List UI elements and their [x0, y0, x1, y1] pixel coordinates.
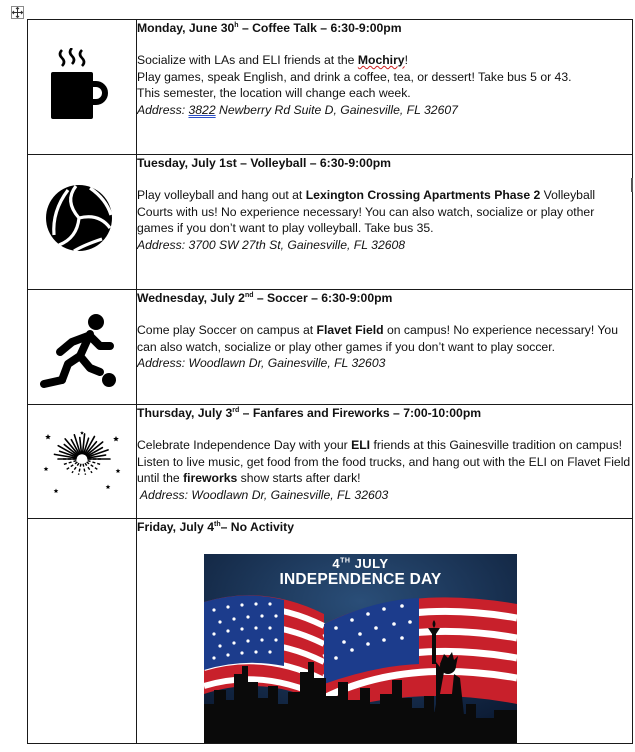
- firework-ray: [88, 461, 101, 465]
- firework-ray: [79, 464, 81, 475]
- eli-highlight: ELI: [351, 438, 371, 452]
- event-description: Celebrate Independence Day with your ELI friends at this Gainesville tradition on campus! Listen to live music, get food from the food trucks, and hang out with the ELI on Flavet Field until the fireworks show starts after dark!: [137, 438, 631, 485]
- table-row: [28, 290, 633, 405]
- venue-name: Lexington Crossing Apartments Phase 2: [305, 188, 541, 202]
- event-address: Address: Woodlawn Dr, Gainesville, FL 32603: [137, 487, 389, 502]
- banner-date-text: 4TH JULY: [332, 556, 389, 571]
- coffee-cup-icon: [50, 48, 108, 120]
- icon-cell: [28, 519, 137, 744]
- table-row: [28, 20, 633, 155]
- soccer-player-icon: [38, 312, 120, 390]
- icon-cell: [28, 20, 137, 155]
- event-details-monday: [137, 20, 633, 155]
- table-move-handle[interactable]: [11, 6, 24, 19]
- firework-ray: [63, 461, 76, 465]
- event-description: Socialize with LAs and ELI friends at the Mochiry! Play games, speak English, and drink a coffee, tea, or dessert! Take bus 5 or 43. This semester, the location will change each week.: [137, 53, 572, 100]
- event-heading: Friday, July 4th– No Activity: [137, 520, 294, 534]
- table-row: [28, 405, 633, 519]
- icon-cell: [28, 155, 137, 290]
- firework-star: [80, 431, 84, 435]
- icon-cell: [28, 290, 137, 405]
- venue-name: Flavet Field: [316, 323, 384, 337]
- firework-star: [44, 467, 49, 472]
- event-address: Address: 3700 SW 27th St, Gainesville, FL 32608: [137, 237, 406, 252]
- event-details-thursday: [137, 405, 633, 519]
- firework-star: [113, 436, 119, 441]
- fireworks-highlight: fireworks: [183, 471, 238, 485]
- event-address: Address: Woodlawn Dr, Gainesville, FL 32603: [137, 356, 386, 370]
- event-details-wednesday: [137, 290, 633, 405]
- table-row: [28, 155, 633, 290]
- event-heading: Monday, June 30$^h$ – Coffee Talk – 6:30-9:00pm: [137, 21, 402, 35]
- event-address: Address: 3822 Newberry Rd Suite D, Gainesville, FL 32607: [137, 102, 458, 117]
- venue-name: Mochiry: [357, 53, 405, 67]
- event-heading: Tuesday, July 1st – Volleyball – 6:30-9:00pm: [137, 156, 392, 170]
- move-arrows-icon: [12, 7, 23, 18]
- event-heading: Thursday, July 3rd – Fanfares and Fireworks – 7:00-10:00pm: [137, 406, 482, 420]
- event-description: Come play Soccer on campus at Flavet Field on campus! No experience necessary! You can also watch, socialize or play other games if you don’t want to play soccer.: [137, 323, 618, 354]
- independence-day-image: [204, 554, 517, 743]
- firework-star: [106, 485, 111, 490]
- event-heading: Wednesday, July 2nd – Soccer – 6:30-9:00pm: [137, 291, 393, 305]
- volleyball-icon: [44, 183, 114, 253]
- event-description: Play volleyball and hang out at Lexington Crossing Apartments Phase 2 Volleyball Courts with us! No experience necessary! You can also watch, socialize or play other games if you don’t want to play volleyball. Take bus 35.: [137, 188, 596, 235]
- firework-ray: [83, 464, 85, 475]
- firework-star: [45, 434, 51, 439]
- text-cursor-marker: [631, 178, 633, 192]
- banner-title-text: INDEPENDENCE DAY: [279, 571, 442, 588]
- firework-star: [116, 469, 121, 474]
- event-details-tuesday: [137, 155, 633, 290]
- icon-cell: [28, 405, 137, 519]
- firework-star: [54, 489, 59, 494]
- fireworks-icon: [42, 429, 122, 495]
